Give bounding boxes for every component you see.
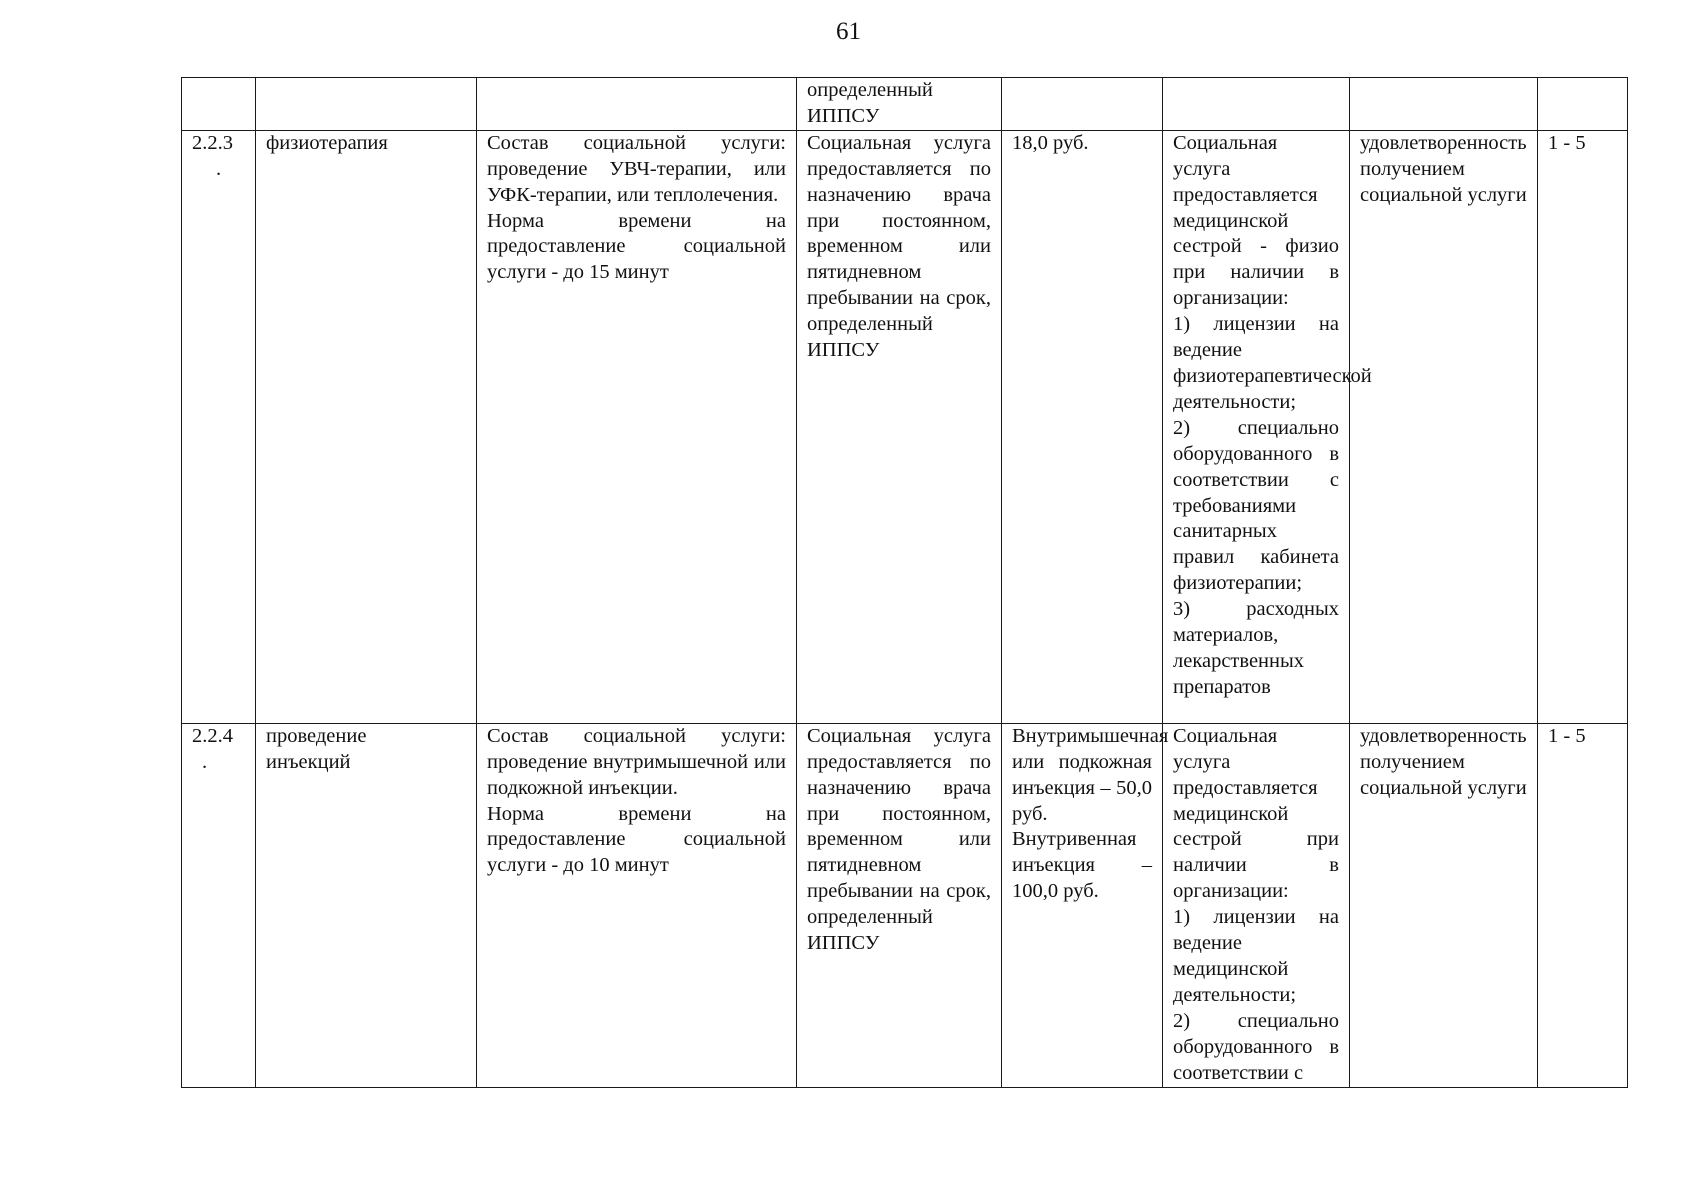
requirements-paragraph: 1) лицензии на ведение физиотерапевтической деятельности; (1173, 313, 1372, 413)
service-conditions: Социальная услуга предоставляется по назначению врача при постоянном, временном или пятидневном пребывании на срок, определенный ИППСУ (797, 723, 1002, 1087)
cell-description (477, 78, 797, 131)
requirements-paragraph: Социальная услуга предоставляется медицинской сестрой при наличии в организации: (1173, 724, 1339, 903)
cell-tariff (1002, 78, 1163, 131)
conditions-line: определенный (807, 79, 933, 101)
cell-score (1538, 78, 1628, 131)
description-paragraph: Состав социальной услуги: проведение УВЧ-терапии, или УФК-терапии, или теплолечения. (487, 131, 786, 206)
cell-indicator (1350, 78, 1538, 131)
service-number (182, 723, 256, 1087)
quality-indicator: удовлетворенность получением социальной услуги (1350, 130, 1538, 723)
service-name: проведение инъекций (256, 723, 477, 1087)
service-conditions: Социальная услуга предоставляется по назначению врача при постоянном, временном или пятидневном пребывании на срок, определенный ИППСУ (797, 130, 1002, 723)
service-number-main: 2.2.3 (192, 131, 233, 154)
requirements-paragraph: 2) специально оборудованного в соответствии с требованиями санитарных правил кабинета физиотерапии; (1173, 416, 1339, 595)
tariff-line: Внутривенная инъекция – 100,0 руб. (1012, 828, 1152, 903)
services-table (181, 77, 1628, 1088)
description-paragraph: Норма времени на предоставление социальной услуги - до 15 минут (487, 209, 786, 284)
service-tariff (1002, 723, 1169, 1087)
score-range: 1 - 5 (1538, 130, 1628, 723)
conditions-line: ИППСУ (807, 104, 880, 127)
tariff-line: 18,0 руб. (1012, 131, 1089, 154)
service-number-main: 2.2.4 (192, 724, 233, 747)
requirements-paragraph: 3) расходных материалов, лекарственных препаратов (1173, 598, 1339, 698)
score-range: 1 - 5 (1538, 723, 1628, 1087)
service-requirements (1163, 723, 1350, 1087)
requirements-paragraph: Социальная услуга предоставляется медицинской сестрой - физио при наличии в организации: (1173, 131, 1339, 310)
table-row (182, 723, 1628, 1087)
cell-requirements (1163, 78, 1350, 131)
cell-name (256, 78, 477, 131)
description-paragraph: Норма времени на предоставление социальной услуги - до 10 минут (487, 802, 786, 877)
service-tariff (1002, 130, 1163, 723)
page-number: 61 (836, 18, 861, 45)
service-name: физиотерапия (256, 130, 477, 723)
service-requirements (1163, 130, 1372, 723)
cell-number (182, 78, 256, 131)
requirements-paragraph: 1) лицензии на ведение медицинской деятельности; (1173, 906, 1339, 1006)
service-description (477, 723, 797, 1087)
quality-indicator: удовлетворенность получением социальной услуги (1350, 723, 1538, 1087)
requirements-paragraph: 2) специально оборудованного в соответствии с (1173, 1009, 1339, 1084)
tariff-line: Внутримышечная или подкожная инъекция – 50,0 руб. (1012, 724, 1169, 825)
table-row (182, 130, 1628, 723)
continuation-row (182, 78, 1628, 131)
service-number-tail: . (202, 750, 208, 773)
service-description (477, 130, 797, 723)
service-number (182, 130, 256, 723)
service-number-tail: . (216, 157, 222, 180)
cell-conditions (797, 78, 1002, 131)
description-paragraph: Состав социальной услуги: проведение внутримышечной или подкожной инъекции. (487, 724, 786, 799)
